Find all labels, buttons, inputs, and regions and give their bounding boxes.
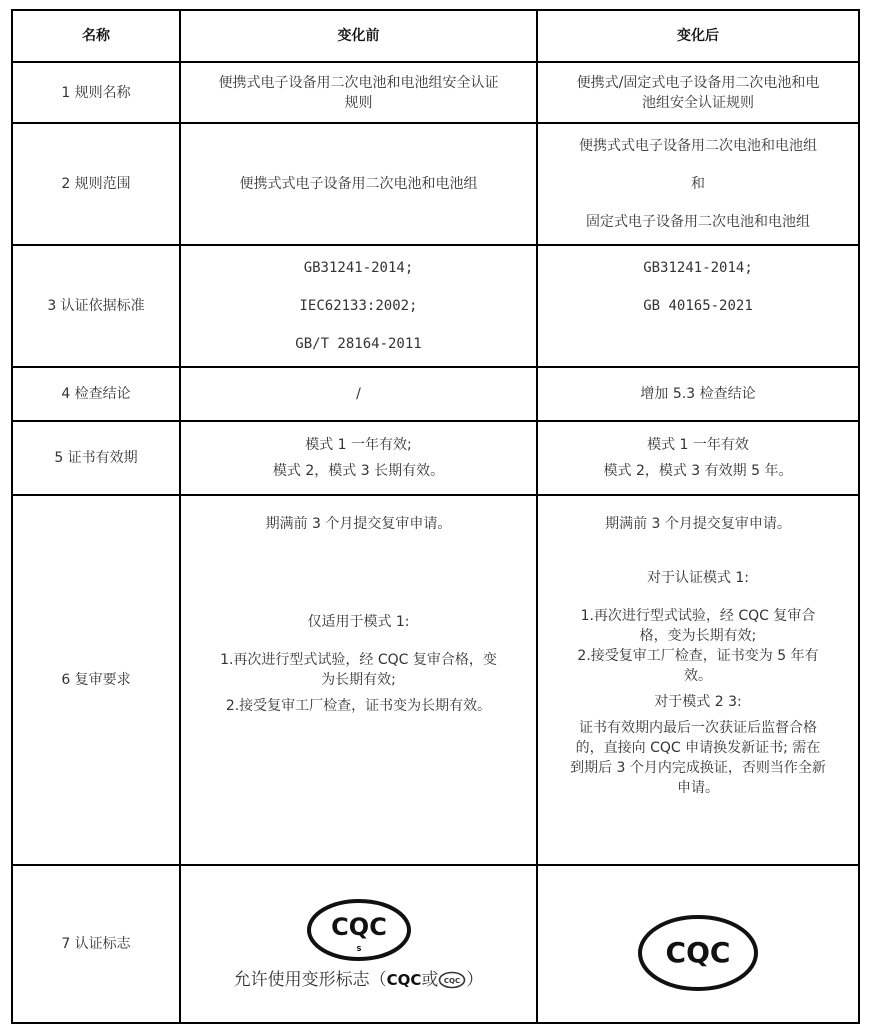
header-after: 变化后 xyxy=(537,10,859,62)
cell-text: 的，直接向 CQC 申请换发新证书; 需在 xyxy=(575,740,821,756)
row-label: 1 规则名称 xyxy=(12,62,180,123)
table-row xyxy=(12,367,859,421)
after-cell xyxy=(537,421,859,495)
row-label: 4 检查结论 xyxy=(12,367,180,421)
caption-or: 或 xyxy=(421,970,439,990)
cell-text: GB31241-2014; xyxy=(643,260,753,276)
after-cell xyxy=(537,123,859,245)
svg-text:CQC: CQC xyxy=(665,936,731,969)
cell-text: 固定式电子设备用二次电池和电池组 xyxy=(586,214,810,230)
table-row xyxy=(12,495,859,865)
cell-text: 仅适用于模式 1: xyxy=(307,614,410,630)
cell-text: 便携式式电子设备用二次电池和电池组 xyxy=(579,138,817,154)
cell-text: 为长期有效; xyxy=(321,672,396,688)
after-cell: 增加 5.3 检查结论 xyxy=(537,367,859,421)
cell-text: 2.接受复审工厂检查，证书变为 5 年有 xyxy=(577,648,819,664)
before-cell: / xyxy=(180,367,537,421)
cell-text: 便携式式电子设备用二次电池和电池组 xyxy=(239,176,478,192)
before-cell xyxy=(180,495,537,865)
cell-text: 便携式电子设备用二次电池和电池组安全认证 xyxy=(218,74,499,91)
cell-text: 1.再次进行型式试验，经 CQC 复审合 xyxy=(580,608,816,624)
cqc-text-mark: CQC xyxy=(386,971,422,989)
svg-text:CQC: CQC xyxy=(330,913,387,941)
cqc-mini-mark-icon xyxy=(438,971,466,989)
caption-text: 允许使用变形标志（ xyxy=(233,970,387,990)
cell-text: 模式 2，模式 3 有效期 5 年。 xyxy=(603,463,793,479)
cell-text: 效。 xyxy=(684,668,712,684)
before-logo-wrap xyxy=(187,898,530,990)
row-label: 3 认证依据标准 xyxy=(12,245,180,367)
header-before: 变化前 xyxy=(180,10,537,62)
comparison-table xyxy=(11,9,860,1024)
cell-text: 和 xyxy=(691,176,705,192)
cell-text: 规则 xyxy=(344,94,373,111)
cell-text: 1.再次进行型式试验，经 CQC 复审合格，变 xyxy=(220,652,497,668)
cell-text: 便携式/固定式电子设备用二次电池和电 xyxy=(576,74,820,91)
after-cell xyxy=(537,865,859,1023)
row-label: 7 认证标志 xyxy=(12,865,180,1023)
after-cell xyxy=(537,245,859,367)
cell-text: 期满前 3 个月提交复审申请。 xyxy=(605,516,791,532)
cell-text: GB 40165-2021 xyxy=(643,298,753,314)
before-cell xyxy=(180,245,537,367)
after-cell xyxy=(537,62,859,123)
before-cell xyxy=(180,123,537,245)
before-cell xyxy=(180,62,537,123)
cqc-s-mark-icon xyxy=(306,898,412,962)
cell-text: 到期后 3 个月内完成换证，否则当作全新 xyxy=(570,760,826,776)
caption-text: ） xyxy=(466,970,484,990)
cell-text: 2.接受复审工厂检查，证书变为长期有效。 xyxy=(225,698,492,714)
cell-text: 期满前 3 个月提交复审申请。 xyxy=(265,516,452,532)
cell-text: IEC62133:2002; xyxy=(299,298,418,314)
table-row xyxy=(12,123,859,245)
cell-text: 申请。 xyxy=(677,780,719,796)
cqc-mark-icon xyxy=(636,913,760,993)
cell-text: GB31241-2014; xyxy=(303,260,414,276)
cell-text: 对于模式 2 3: xyxy=(654,694,742,710)
row-label: 2 规则范围 xyxy=(12,123,180,245)
table-row xyxy=(12,62,859,123)
cell-text: 证书有效期内最后一次获证后监督合格 xyxy=(579,720,817,736)
header-row xyxy=(12,10,859,62)
variant-mark-caption xyxy=(234,970,484,990)
table-row xyxy=(12,421,859,495)
cell-text: 池组安全认证规则 xyxy=(642,94,754,111)
table-row xyxy=(12,865,859,1023)
before-cell xyxy=(180,421,537,495)
after-cell xyxy=(537,495,859,865)
cell-text: 模式 2，模式 3 长期有效。 xyxy=(272,463,445,479)
table-row xyxy=(12,245,859,367)
svg-text:CQC: CQC xyxy=(444,977,461,985)
svg-text:S: S xyxy=(355,945,362,953)
cell-text: 模式 1 一年有效 xyxy=(647,437,749,453)
row-label: 5 证书有效期 xyxy=(12,421,180,495)
cell-text: 模式 1 一年有效; xyxy=(305,437,412,453)
cell-text: 格，变为长期有效; xyxy=(639,628,757,644)
before-cell xyxy=(180,865,537,1023)
cell-text: 对于认证模式 1: xyxy=(646,570,750,586)
cell-text: GB/T 28164-2011 xyxy=(295,336,422,352)
row-label: 6 复审要求 xyxy=(12,495,180,865)
header-name: 名称 xyxy=(12,10,180,62)
